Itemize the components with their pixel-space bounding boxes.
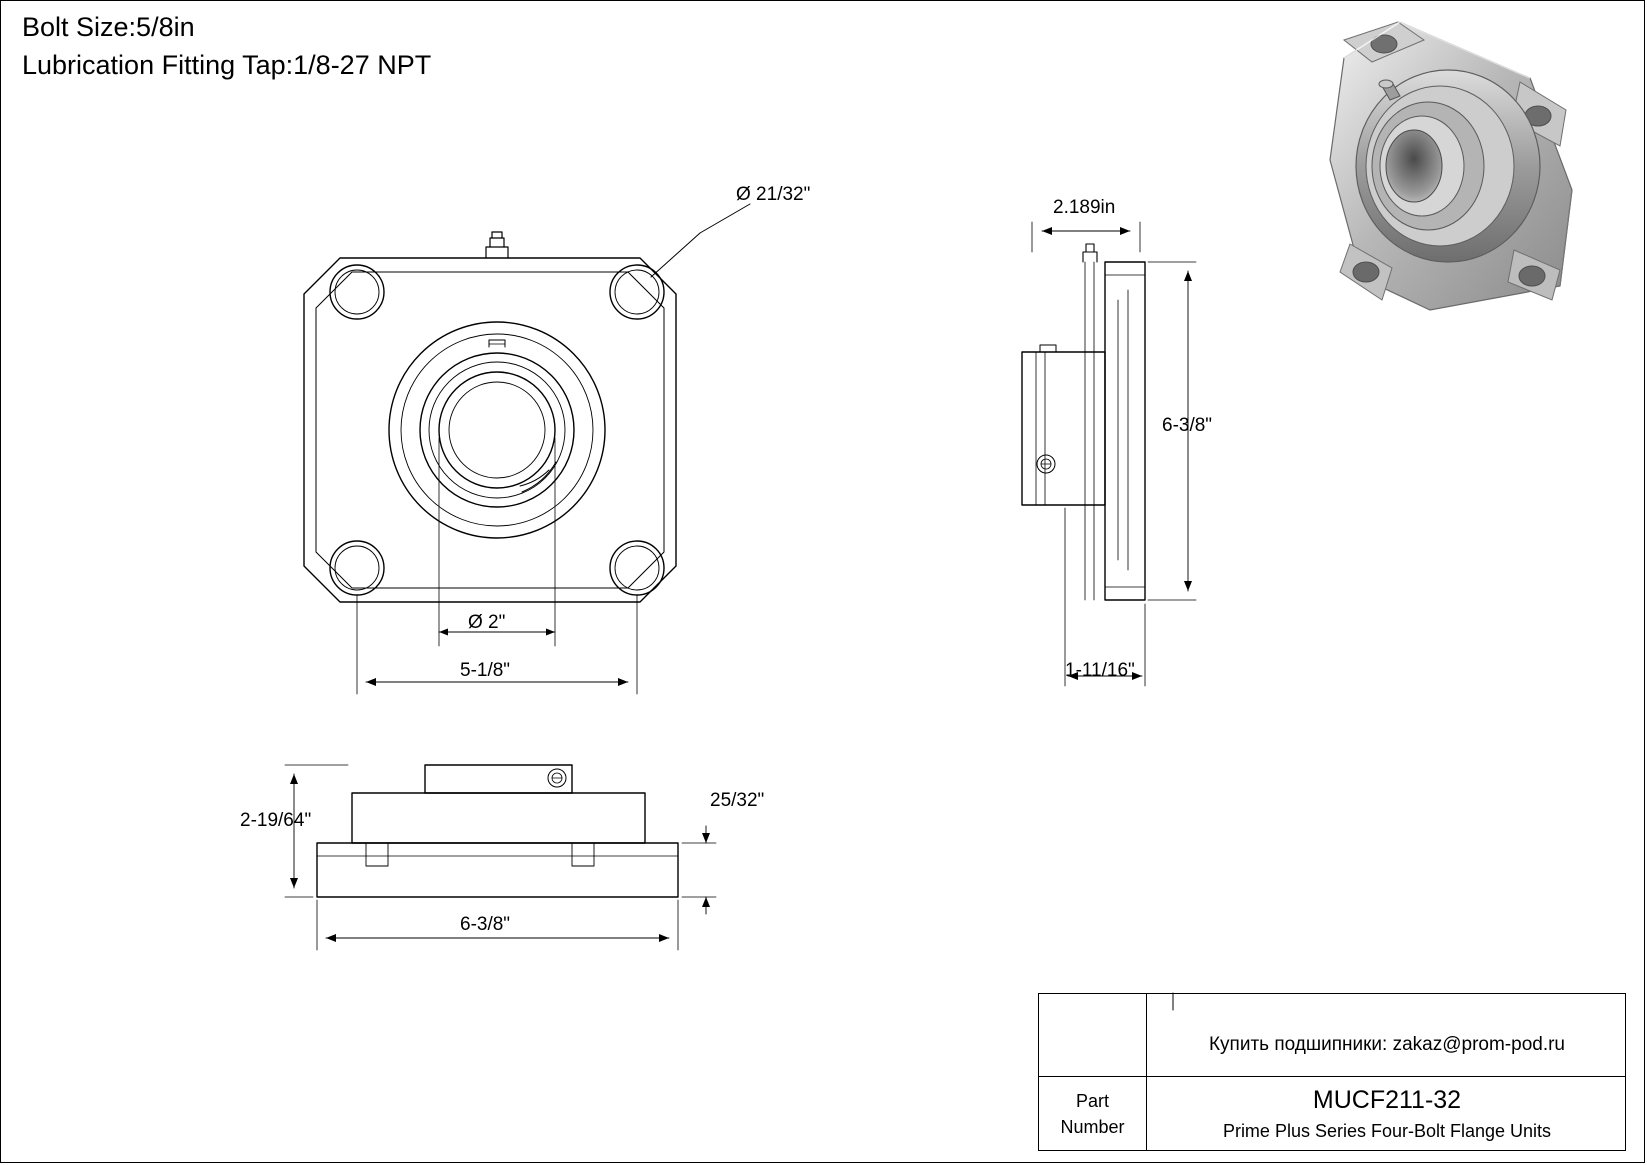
dim-bore-diameter: Ø 2": [468, 612, 506, 633]
dim-flange-thickness: 25/32": [710, 790, 765, 811]
dim-side-width: 2.189in: [1053, 197, 1116, 218]
title-block-bottom-row: [1039, 1077, 1625, 1151]
part-description: Prime Plus Series Four-Bolt Flange Units: [1222, 1121, 1552, 1141]
dim-side-height: 6-3/8": [1162, 415, 1213, 436]
title-block: [1038, 993, 1626, 1151]
dim-bolt-hole-diameter: Ø 21/32": [736, 184, 811, 205]
dim-bottom-height: 2-19/64": [240, 810, 312, 831]
part-number-label: [1039, 1077, 1147, 1151]
title-block-top-row: [1039, 994, 1625, 1077]
isometric-photo-flange-bearing: [1330, 22, 1572, 310]
contact-email-text: Купить подшипники: zakaz@prom-pod.ru: [1208, 1033, 1566, 1055]
note-bolt-size: Bolt Size:5/8in: [22, 12, 195, 42]
dim-bolt-spacing: 5-1/8": [460, 660, 511, 681]
note-lubrication-fitting: Lubrication Fitting Tap:1/8-27 NPT: [22, 50, 432, 80]
part-label-line2: Number: [1060, 1117, 1125, 1137]
part-number-value-cell: [1147, 1077, 1627, 1151]
dim-bottom-width: 6-3/8": [460, 914, 511, 935]
part-label-line1: Part: [1075, 1090, 1109, 1111]
part-number-value: MUCF211-32: [1312, 1086, 1462, 1114]
dim-side-base: 1-11/16": [1065, 660, 1135, 681]
title-block-top-left-cell: [1039, 994, 1147, 1076]
